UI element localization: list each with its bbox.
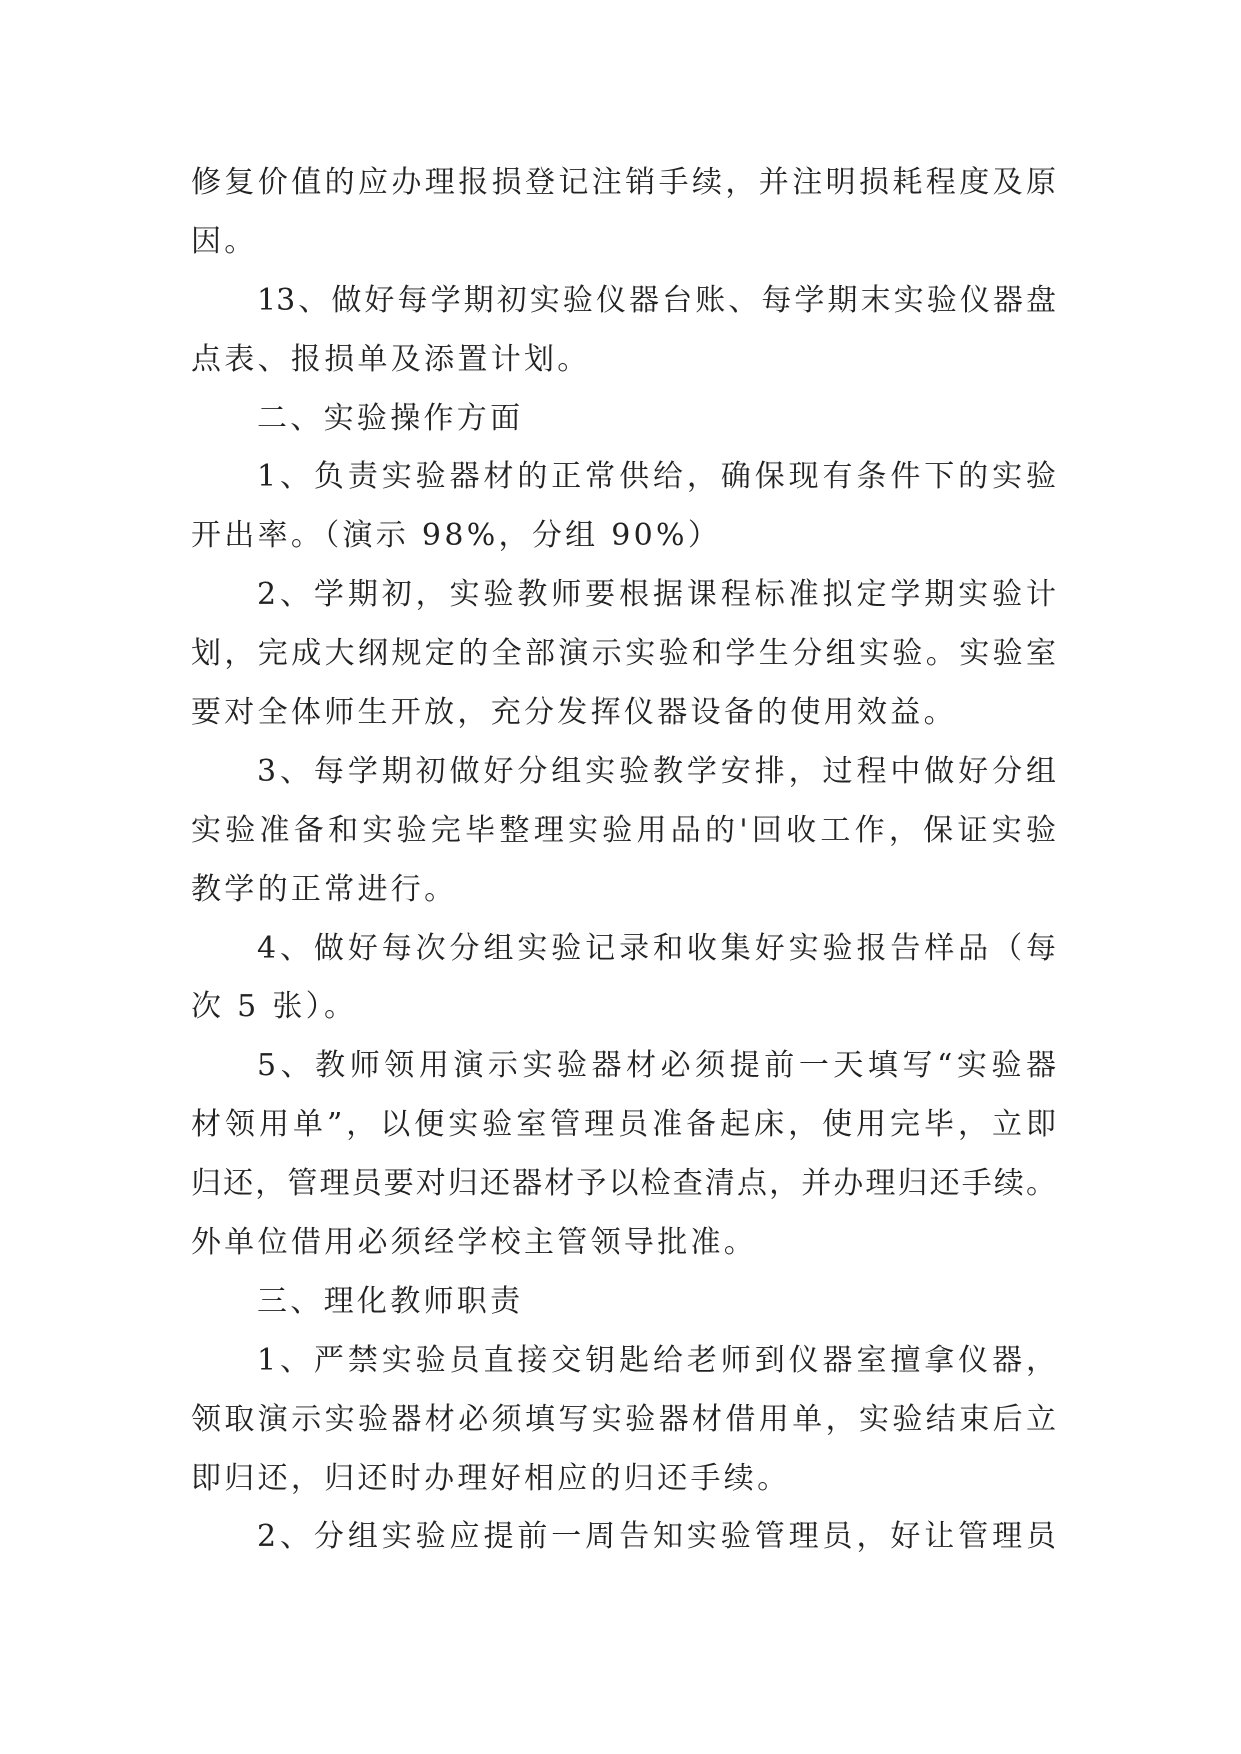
paragraph-item-13 xyxy=(191,272,1056,390)
text-line: 开出率。（演示 98%，分组 90%） xyxy=(191,518,722,554)
paragraph-teacher-item-2 xyxy=(191,1508,1056,1567)
heading-text: 二、实验操作方面 xyxy=(257,400,524,436)
text-line: 修复价值的应办理报损登记注销手续，并注明损耗程度及原 xyxy=(191,165,1056,200)
text-line: 要对全体师生开放，充分发挥仪器设备的使用效益。 xyxy=(191,695,957,731)
text-line: 归还，管理员要对归还器材予以检查清点，并办理归还手续。 xyxy=(191,1166,1056,1202)
paragraph-item-3 xyxy=(191,743,1056,920)
text-line: 实验准备和实验完毕整理实验用品的'回收工作，保证实验 xyxy=(191,812,1056,848)
text-line: 2、学期初，实验教师要根据课程标准拟定学期实验计 xyxy=(257,577,1056,613)
paragraph-continuation xyxy=(191,154,1056,272)
text-line: 1、严禁实验员直接交钥匙给老师到仪器室擅拿仪器， xyxy=(257,1342,1056,1378)
text-line: 即归还，归还时办理好相应的归还手续。 xyxy=(191,1460,791,1496)
text-line: 点表、报损单及添置计划。 xyxy=(191,341,591,377)
text-line: 2、分组实验应提前一周告知实验管理员，好让管理员 xyxy=(257,1519,1056,1555)
text-line: 13、做好每学期初实验仪器台账、每学期末实验仪器盘 xyxy=(257,282,1056,318)
text-line: 材领用单”，以便实验室管理员准备起床，使用完毕，立即 xyxy=(191,1107,1056,1143)
text-line: 次 5 张）。 xyxy=(191,989,358,1025)
text-line: 因。 xyxy=(191,223,258,259)
section-heading-3 xyxy=(191,1273,1056,1332)
heading-text: 三、理化教师职责 xyxy=(257,1283,524,1319)
text-line: 4、做好每次分组实验记录和收集好实验报告样品（每 xyxy=(257,930,1056,966)
text-line: 教学的正常进行。 xyxy=(191,871,458,907)
text-line: 1、负责实验器材的正常供给，确保现有条件下的实验 xyxy=(257,459,1056,495)
section-heading-2 xyxy=(191,390,1056,449)
document-body xyxy=(191,154,1056,1567)
text-line: 3、每学期初做好分组实验教学安排，过程中做好分组 xyxy=(257,753,1056,789)
text-line: 外单位借用必须经学校主管领导批准。 xyxy=(191,1225,758,1261)
paragraph-teacher-item-1 xyxy=(191,1332,1056,1509)
paragraph-item-2 xyxy=(191,566,1056,743)
text-line: 划，完成大纲规定的全部演示实验和学生分组实验。实验室 xyxy=(191,636,1056,672)
text-line: 领取演示实验器材必须填写实验器材借用单，实验结束后立 xyxy=(191,1401,1056,1437)
paragraph-item-5 xyxy=(191,1037,1056,1273)
paragraph-item-4 xyxy=(191,920,1056,1038)
text-line: 5、教师领用演示实验器材必须提前一天填写“实验器 xyxy=(257,1048,1056,1084)
paragraph-item-1 xyxy=(191,448,1056,566)
